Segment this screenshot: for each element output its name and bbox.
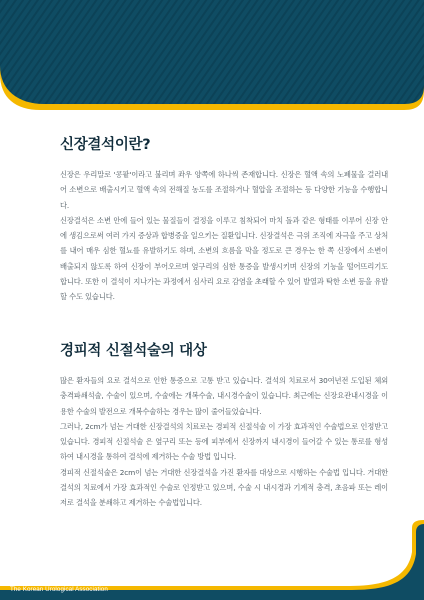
- paragraph: 경피적 신절석술은 2cm이 넘는 거대한 신장결석을 가진 환자를 대상으로 시행하는 수술법 입니다. 거대한 결석의 치료에서 가장 효과적인 수술로 인정받고 있으며, 수술 시 내시경과 기계적 충격, 초음파 또는 레이저로 결석을 분쇄하고 제거하는 수술법입니다.: [60, 467, 388, 508]
- paragraph: 신장결석은 소변 안에 들어 있는 물질들이 결정을 이루고 침착되어 마치 돌과 같은 형태를 이루어 신장 안에 생김으로써 여러 가지 증상과 합병증을 일으키는 질환입니다. 신장결석은 극위 조직에 자극을 주고 상처를 내어 매우 심한 혈뇨를 유발하기도 하며, 소변의 흐름을 막을 정도로 큰 경우는 한 쪽 신장에서 소변이 배출되지 않도록 하여 신장이 부어오르며 옆구리의 심한 통증을 발생시키며 신장의 기능을 떨어뜨리기도 합니다. 또한 이 결석이 지나가는 과정에서 심사리 요로 감염을 초래할 수 있어 발열과 탁한 소변 등을 유발할 수도 있습니다.: [60, 215, 388, 302]
- section-pcnl-target: [60, 340, 388, 511]
- section-title: 경피적 신절석술의 대상: [60, 343, 207, 359]
- paragraph: 그러나, 2cm가 넘는 거대한 신장결석의 치료로는 경피적 신절석술 이 가장 효과적인 수술법으로 인정받고 있습니다. 경피적 신절석술 은 옆구리 또는 등에 피부에서 신장까지 내시경이 들어갈 수 있는 통로를 형성하여 내시경을 통하여 결석에 제거하는 수술 방법 입니다.: [60, 421, 388, 462]
- paragraph: 신장은 우리말로 '콩팥'이라고 불리며 좌우 양쪽에 하나씩 존재합니다. 신장은 혈액 속의 노폐물을 걸러내어 소변으로 배출시키고 혈액 속의 전해질 농도를 조절하거나 혈압을 조절하는 등 다양한 기능을 수행합니다.: [60, 170, 388, 210]
- header-decoration: [0, 0, 424, 120]
- paragraph: 많은 환자들의 요로 결석으로 인한 통증으로 고통 받고 있습니다. 결석의 치료로서 30여년전 도입된 체외충격파쇄석술, 수술이 있으며, 수술에는 개복수술, 내시경수술이 있습니다. 최근에는 신장요관내시경을 이용한 수술의 발전으로 개복수술하는 경우는 많이 줄어들었습니다.: [60, 376, 388, 416]
- section-kidney-stone: [60, 134, 388, 305]
- footer-organization: The Korean Urological Association: [10, 586, 108, 593]
- section-title: 신장결석이란?: [60, 137, 151, 153]
